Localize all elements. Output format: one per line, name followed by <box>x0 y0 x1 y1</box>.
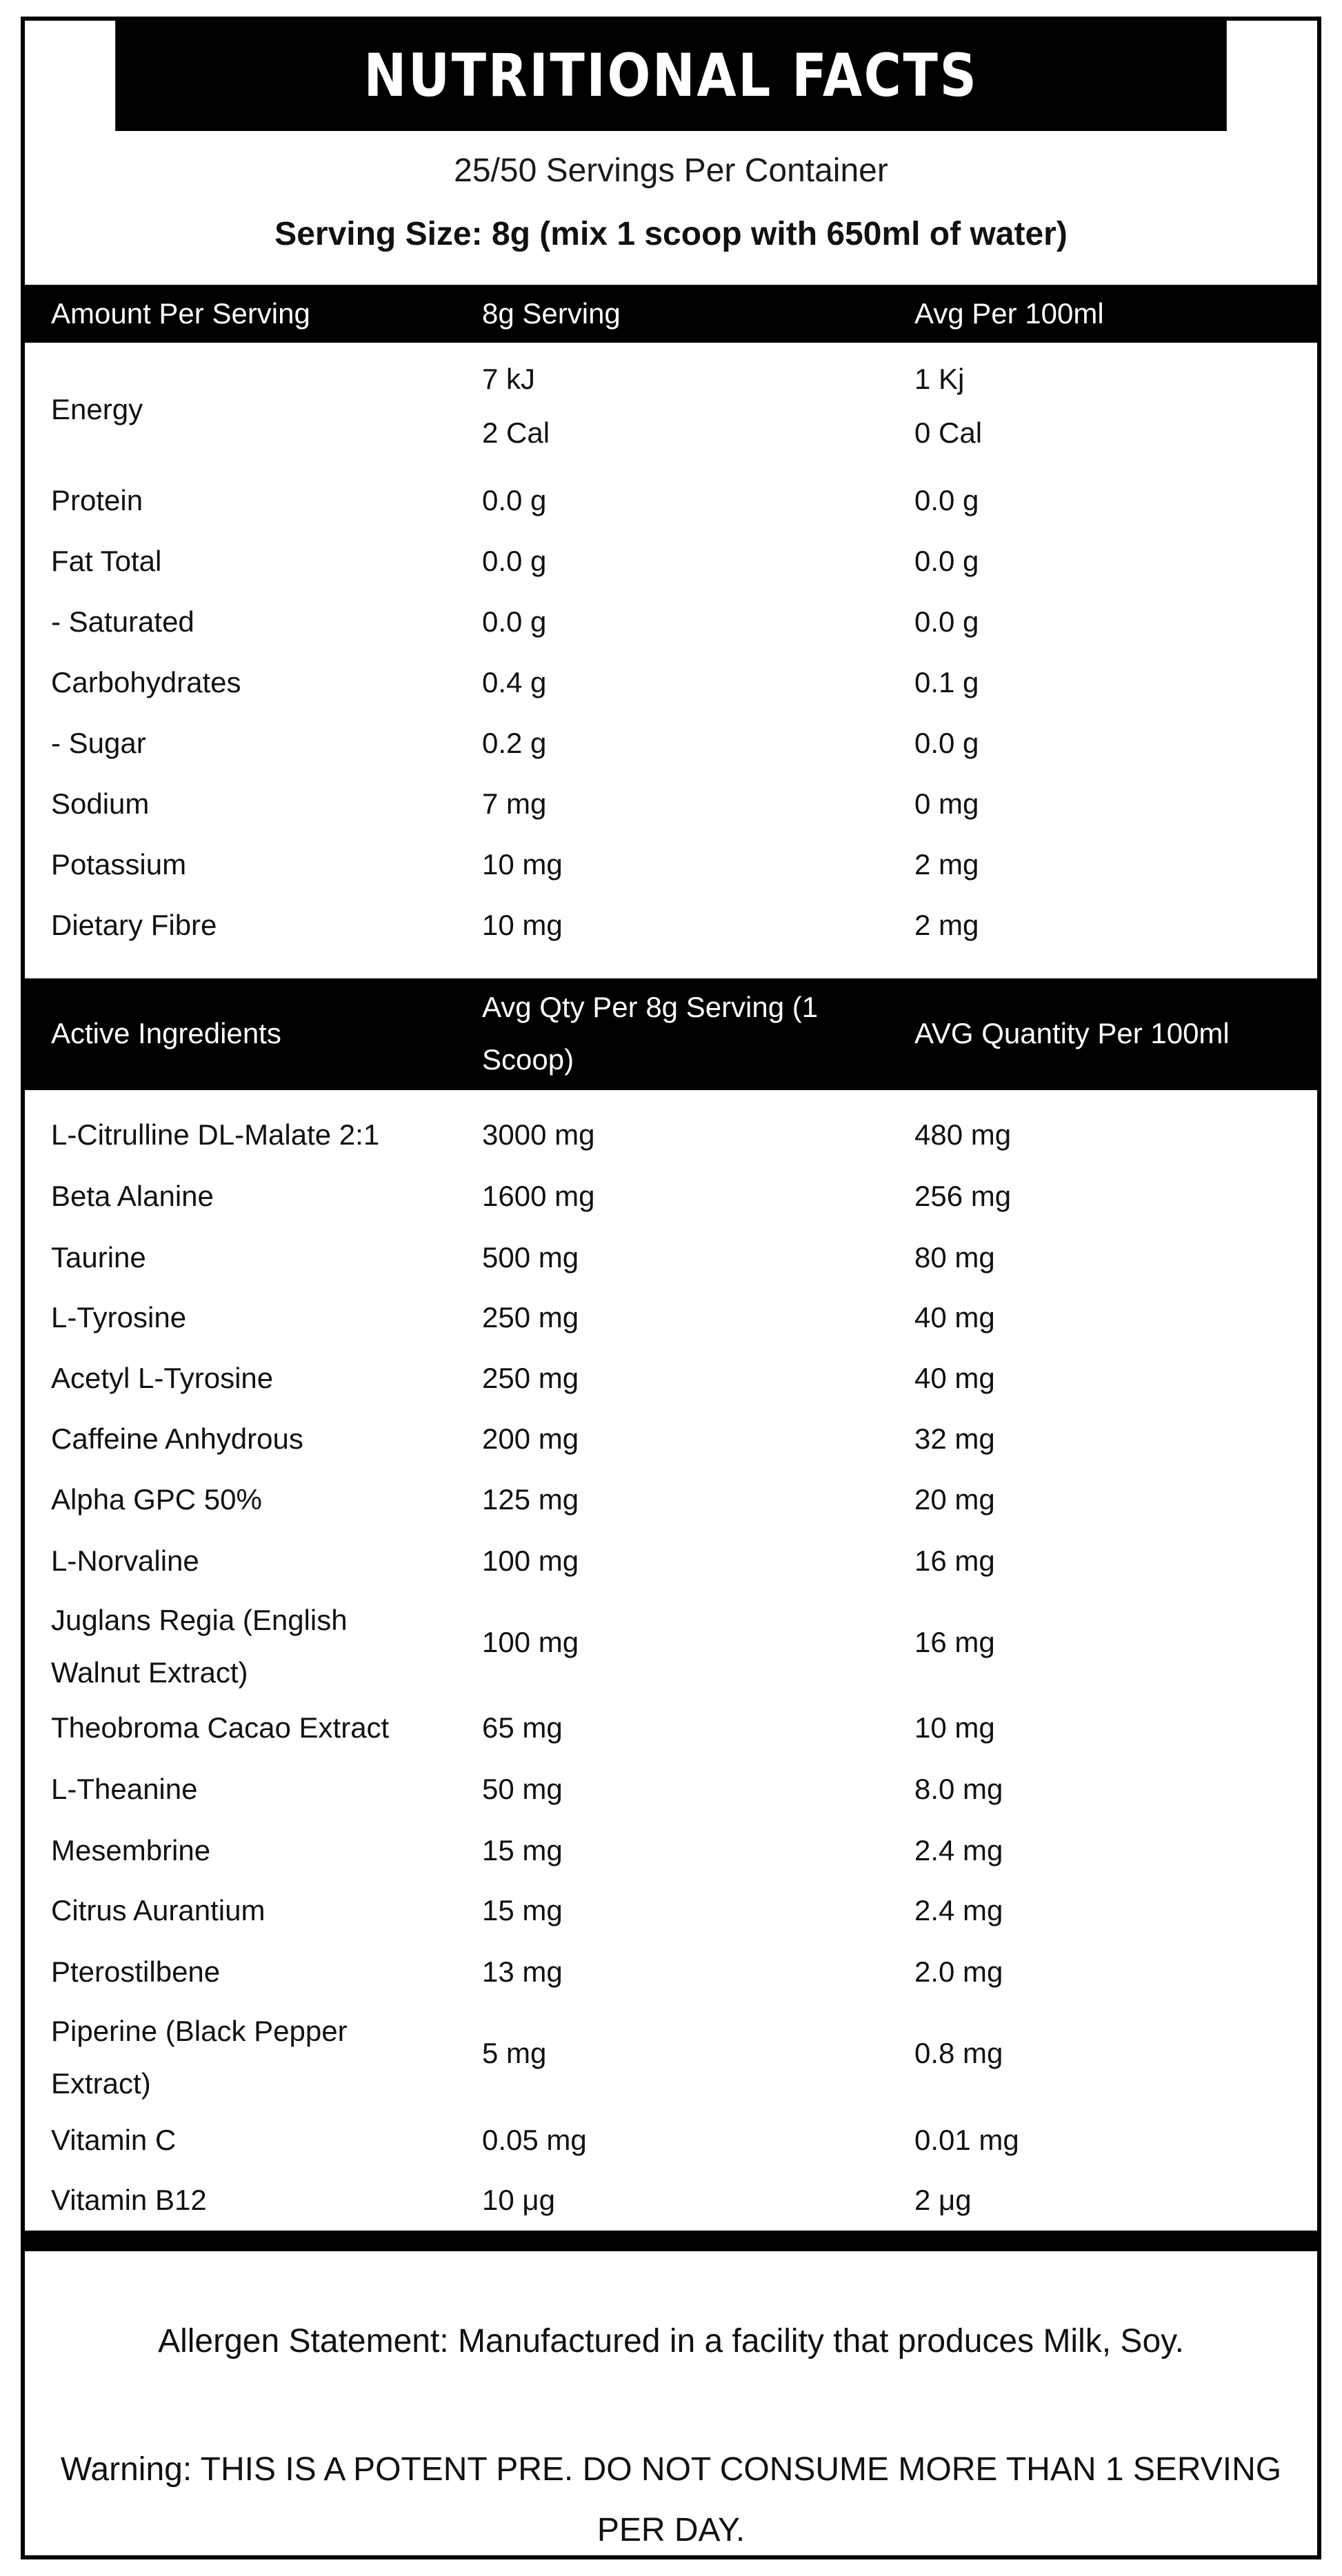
nutrition-row-energy <box>25 359 1317 469</box>
nutrition-title: NUTRITIONAL FACTS <box>115 21 1227 131</box>
header-per-100ml: Avg Per 100ml <box>914 297 1104 330</box>
ingredient-per100: 0.01 mg <box>914 2124 1019 2156</box>
ingredient-serving: 500 mg <box>482 1241 579 1274</box>
nutrition-header-row <box>25 285 1317 343</box>
ingredient-name: L-Citrulline DL-Malate 2:1 <box>51 1118 380 1151</box>
nutrient-name: Dietary Fibre <box>51 909 217 941</box>
ingredient-per100: 20 mg <box>914 1483 995 1516</box>
nutrient-name: Protein <box>51 484 143 516</box>
ingredient-per100: 2.4 mg <box>914 1834 1003 1866</box>
nutrient-per100: 0.0 g <box>914 605 979 638</box>
ingredient-name: Juglans Regia (English Walnut Extract) <box>51 1604 348 1689</box>
energy-serving-kj: 7 kJ <box>482 363 536 395</box>
ingredient-serving: 50 mg <box>482 1773 563 1805</box>
ingredient-name: Caffeine Anhydrous <box>51 1422 303 1455</box>
ingredient-serving: 100 mg <box>482 1626 579 1658</box>
nutrient-serving: 7 mg <box>482 787 547 820</box>
serving-size: Serving Size: 8g (mix 1 scoop with 650ml of water) <box>274 216 1068 252</box>
section-divider <box>25 2231 1317 2251</box>
ingredient-serving: 100 mg <box>482 1544 579 1577</box>
header-active-ingredients: Active Ingredients <box>51 1017 281 1049</box>
header-amount-per-serving: Amount Per Serving <box>51 297 310 330</box>
ingredient-per100: 32 mg <box>914 1422 995 1455</box>
ingredient-per100: 2.0 mg <box>914 1955 1003 1988</box>
energy-per100-kj: 1 Kj <box>914 363 965 395</box>
ingredient-per100: 2.4 mg <box>914 1894 1003 1926</box>
ingredient-name: L-Tyrosine <box>51 1301 187 1334</box>
nutrient-serving: 0.0 g <box>482 605 547 638</box>
ingredient-serving: 15 mg <box>482 1834 563 1866</box>
ingredient-serving: 250 mg <box>482 1362 579 1394</box>
header-qty-per-serving: Avg Qty Per 8g Serving (1 Scoop) <box>482 991 819 1076</box>
ingredient-name: Beta Alanine <box>51 1180 214 1212</box>
nutrient-name: - Saturated <box>51 605 194 638</box>
nutrition-facts-panel <box>21 17 1321 2559</box>
nutrient-name: Sodium <box>51 787 150 820</box>
ingredient-per100: 40 mg <box>914 1362 995 1394</box>
ingredient-name: Pterostilbene <box>51 1955 221 1988</box>
ingredient-serving: 1600 mg <box>482 1180 595 1212</box>
ingredient-name: Theobroma Cacao Extract <box>51 1711 390 1744</box>
nutrient-per100: 0.0 g <box>914 484 979 516</box>
nutrient-name: - Sugar <box>51 727 146 759</box>
ingredient-row <box>25 2005 1317 2115</box>
ingredient-per100: 2 μg <box>914 2184 972 2216</box>
nutrient-serving: 10 mg <box>482 909 563 941</box>
ingredients-header-row <box>25 978 1317 1090</box>
energy-serving-cal: 2 Cal <box>482 416 550 449</box>
ingredient-per100: 8.0 mg <box>914 1773 1003 1805</box>
ingredient-per100: 10 mg <box>914 1711 995 1744</box>
ingredient-per100: 80 mg <box>914 1241 995 1274</box>
ingredient-name: Alpha GPC 50% <box>51 1483 262 1516</box>
ingredient-name: Mesembrine <box>51 1834 211 1866</box>
ingredient-serving: 3000 mg <box>482 1118 595 1151</box>
nutrient-per100: 2 mg <box>914 848 979 881</box>
ingredient-name: Piperine (Black Pepper Extract) <box>51 2015 348 2100</box>
ingredient-name: Vitamin B12 <box>51 2184 207 2216</box>
warning-statement: Warning: THIS IS A POTENT PRE. DO NOT CONSUME MORE THAN 1 SERVING PER DAY. <box>60 2451 1282 2548</box>
nutrient-per100: 0.0 g <box>914 545 979 577</box>
nutrient-per100: 0.0 g <box>914 727 979 759</box>
ingredient-name: Taurine <box>51 1241 146 1274</box>
nutrient-serving: 0.4 g <box>482 666 547 698</box>
ingredient-name: Citrus Aurantium <box>51 1894 266 1926</box>
ingredient-name: Acetyl L-Tyrosine <box>51 1362 274 1394</box>
nutrient-per100: 0.1 g <box>914 666 979 698</box>
ingredient-per100: 40 mg <box>914 1301 995 1334</box>
nutrient-serving: 0.2 g <box>482 727 547 759</box>
ingredient-name: L-Theanine <box>51 1773 198 1805</box>
nutrient-serving: 10 mg <box>482 848 563 881</box>
nutrient-per100: 2 mg <box>914 909 979 941</box>
ingredient-serving: 125 mg <box>482 1483 579 1516</box>
ingredient-per100: 16 mg <box>914 1544 995 1577</box>
header-qty-per-100ml: AVG Quantity Per 100ml <box>914 1017 1230 1049</box>
nutrient-per100: 0 mg <box>914 787 979 820</box>
energy-per100-cal: 0 Cal <box>914 416 983 449</box>
ingredient-serving: 200 mg <box>482 1422 579 1455</box>
ingredient-name: Vitamin C <box>51 2124 177 2156</box>
nutrient-name: Potassium <box>51 848 187 881</box>
ingredient-row <box>25 1594 1317 1704</box>
ingredient-serving: 5 mg <box>482 2037 547 2069</box>
ingredient-serving: 13 mg <box>482 1955 563 1988</box>
ingredient-name: L-Norvaline <box>51 1544 199 1577</box>
ingredient-per100: 0.8 mg <box>914 2037 1003 2069</box>
nutrient-serving: 0.0 g <box>482 545 547 577</box>
ingredient-serving: 10 μg <box>482 2184 555 2216</box>
header-serving: 8g Serving <box>482 297 621 330</box>
ingredient-per100: 16 mg <box>914 1626 995 1658</box>
allergen-statement: Allergen Statement: Manufactured in a facility that produces Milk, Soy. <box>158 2323 1184 2359</box>
servings-per-container: 25/50 Servings Per Container <box>454 152 888 189</box>
ingredient-per100: 256 mg <box>914 1180 1012 1212</box>
ingredient-serving: 0.05 mg <box>482 2124 587 2156</box>
nutrient-name: Carbohydrates <box>51 666 241 698</box>
ingredient-serving: 65 mg <box>482 1711 563 1744</box>
ingredient-per100: 480 mg <box>914 1118 1012 1151</box>
ingredient-serving: 15 mg <box>482 1894 563 1926</box>
nutrient-serving: 0.0 g <box>482 484 547 516</box>
nutrient-name: Energy <box>51 393 143 425</box>
ingredient-serving: 250 mg <box>482 1301 579 1334</box>
nutrient-name: Fat Total <box>51 545 162 577</box>
